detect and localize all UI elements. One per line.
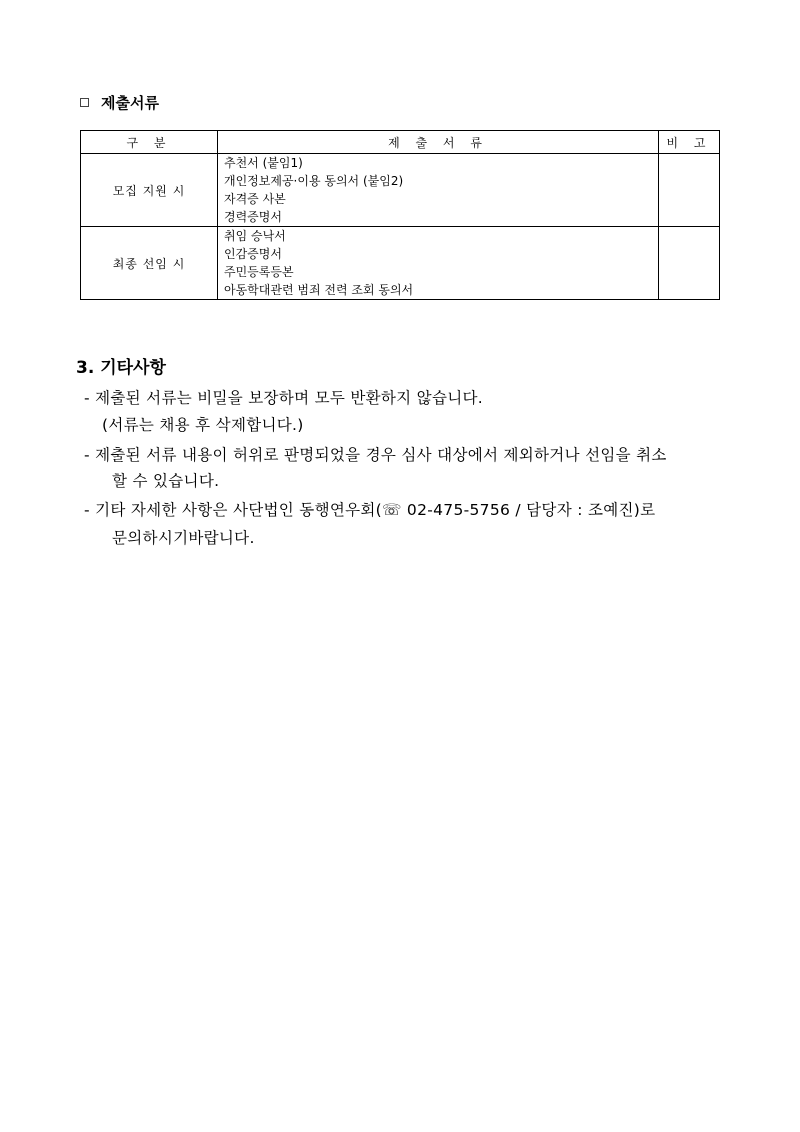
header-category: 구 분 xyxy=(81,131,218,154)
row-category: 모집 지원 시 xyxy=(81,154,218,227)
bullet-line: - 제출된 서류는 비밀을 보장하며 모두 반환하지 않습니다. xyxy=(84,389,483,407)
submission-documents-table xyxy=(80,130,720,300)
bullet-continuation: 할 수 있습니다. xyxy=(112,472,220,490)
bullet-line: - 기타 자세한 사항은 사단법인 동행연우회(☏ 02-475-5756 / 담당자 : 조예진)로 xyxy=(84,501,656,519)
table-row xyxy=(81,227,720,300)
bullet-continuation: (서류는 채용 후 삭제합니다.) xyxy=(102,416,304,434)
bullet-line: - 제출된 서류 내용이 허위로 판명되었을 경우 심사 대상에서 제외하거나 선임을 취소 xyxy=(84,446,667,464)
document-item: 추천서 (붙임1) xyxy=(224,156,303,170)
docs-section-title: 제출서류 xyxy=(101,94,159,112)
table-row xyxy=(81,154,720,227)
row-items xyxy=(218,227,659,300)
bullet-continuation: 문의하시기바랍니다. xyxy=(112,529,255,547)
header-documents: 제 출 서 류 xyxy=(218,131,659,154)
row-category: 최종 선임 시 xyxy=(81,227,218,300)
docs-section-heading xyxy=(80,92,159,113)
document-item: 취임 승낙서 xyxy=(224,229,286,243)
header-note: 비 고 xyxy=(659,131,720,154)
document-item: 주민등록등본 xyxy=(224,265,294,279)
document-item: 아동학대관련 범죄 전력 조회 동의서 xyxy=(224,283,414,297)
document-item: 경력증명서 xyxy=(224,210,282,224)
document-item: 인감증명서 xyxy=(224,247,282,261)
row-note xyxy=(659,227,720,300)
checkbox-square-icon xyxy=(80,98,89,107)
table-header-row xyxy=(81,131,720,154)
section-3-title: 3. 기타사항 xyxy=(76,358,166,378)
row-items xyxy=(218,154,659,227)
document-item: 개인정보제공·이용 동의서 (붙임2) xyxy=(224,174,404,188)
row-note xyxy=(659,154,720,227)
document-item: 자격증 사본 xyxy=(224,192,286,206)
